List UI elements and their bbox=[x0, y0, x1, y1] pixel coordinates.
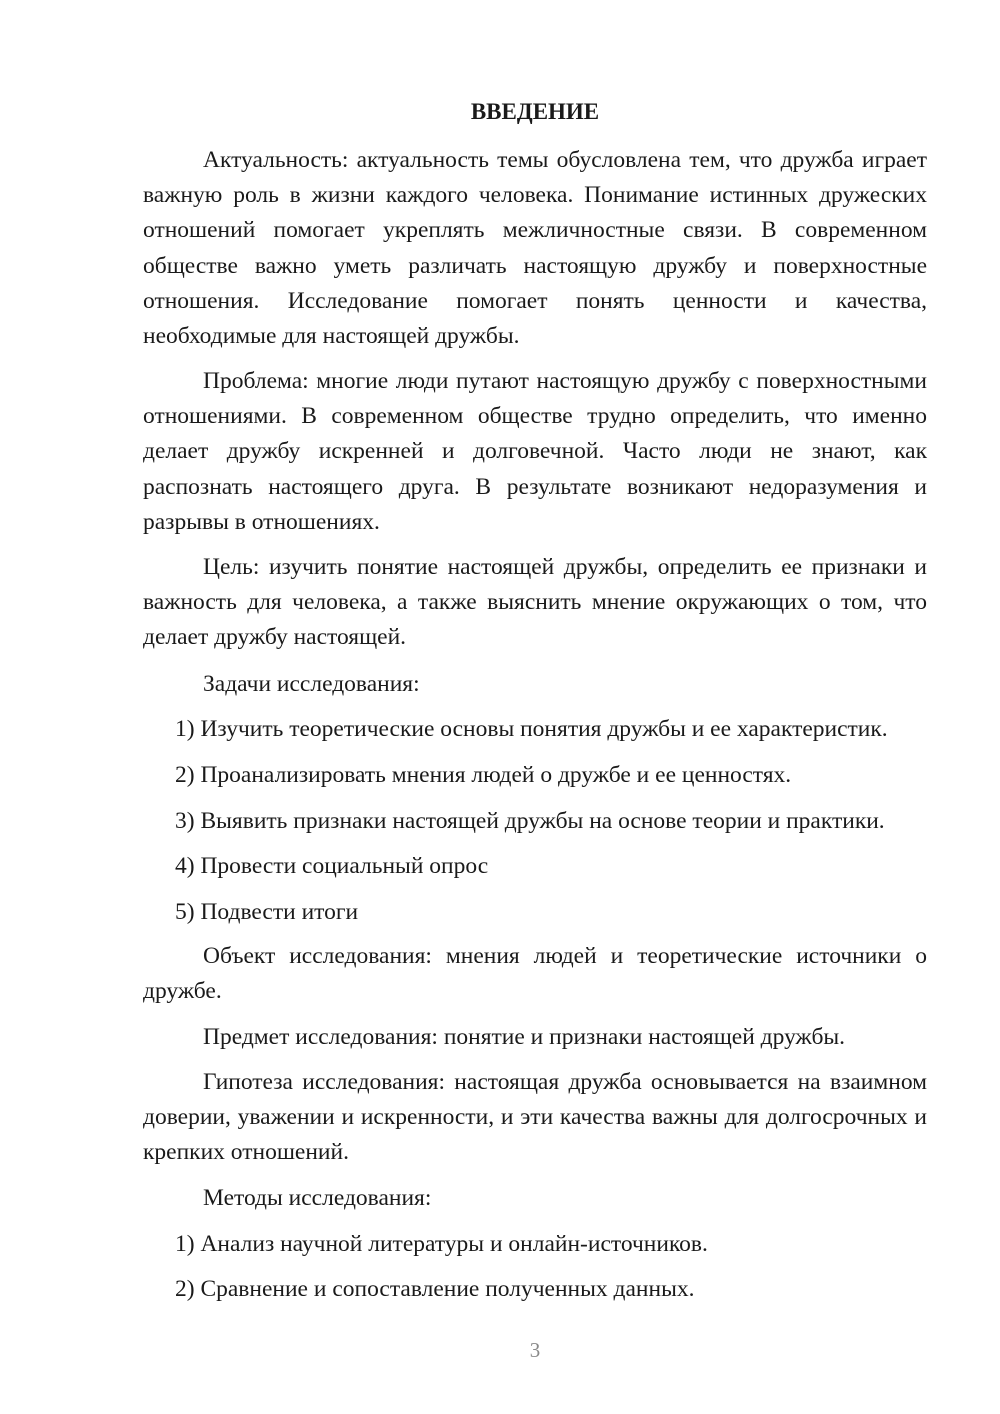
section-title: ВВЕДЕНИЕ bbox=[470, 99, 600, 124]
method-item: 2) Сравнение и сопоставление полученных данных. bbox=[175, 1276, 695, 1302]
methods-heading: Методы исследования: bbox=[203, 1185, 432, 1211]
relevance-paragraph: Актуальность: актуальность темы обусловлена тем, что дружба играет важную роль в жизни каждого человека. Понимание истинных дружеских отношений помогает укреплять межличностные связи. В современном обществе важно уметь различать настоящую дружбу и поверхностные отношения. Исследование помогает понять ценности и качества, необходимые для настоящей дружбы. bbox=[143, 147, 927, 350]
method-item: 1) Анализ научной литературы и онлайн-источников. bbox=[175, 1231, 708, 1257]
hypothesis-paragraph: Гипотеза исследования: настоящая дружба основывается на взаимном доверии, уважении и искренности, и эти качества важны для долгосрочных и крепких отношений. bbox=[143, 1069, 927, 1166]
tasks-heading: Задачи исследования: bbox=[203, 671, 420, 697]
task-item: 5) Подвести итоги bbox=[175, 899, 359, 925]
object-paragraph: Объект исследования: мнения людей и теоретические источники о дружбе. bbox=[143, 943, 927, 1005]
task-item: 4) Провести социальный опрос bbox=[175, 853, 489, 879]
problem-paragraph: Проблема: многие люди путают настоящую дружбу с поверхностными отношениями. В современном обществе трудно определить, что именно делает дружбу искренней и долговечной. Часто люди не знают, как распознать настоящего друга. В результате возникают недоразумения и разрывы в отношениях. bbox=[143, 368, 927, 535]
subject-paragraph: Предмет исследования: понятие и признаки настоящей дружбы. bbox=[203, 1024, 846, 1050]
page-number: 3 bbox=[529, 1338, 541, 1362]
task-item: 1) Изучить теоретические основы понятия дружбы и ее характеристик. bbox=[175, 716, 888, 742]
task-item: 2) Проанализировать мнения людей о дружбе и ее ценностях. bbox=[175, 762, 792, 788]
task-item: 3) Выявить признаки настоящей дружбы на основе теории и практики. bbox=[175, 808, 885, 834]
goal-paragraph: Цель: изучить понятие настоящей дружбы, определить ее признаки и важность для человека, а также выяснить мнение окружающих о том, что делает дружбу настоящей. bbox=[143, 554, 927, 651]
